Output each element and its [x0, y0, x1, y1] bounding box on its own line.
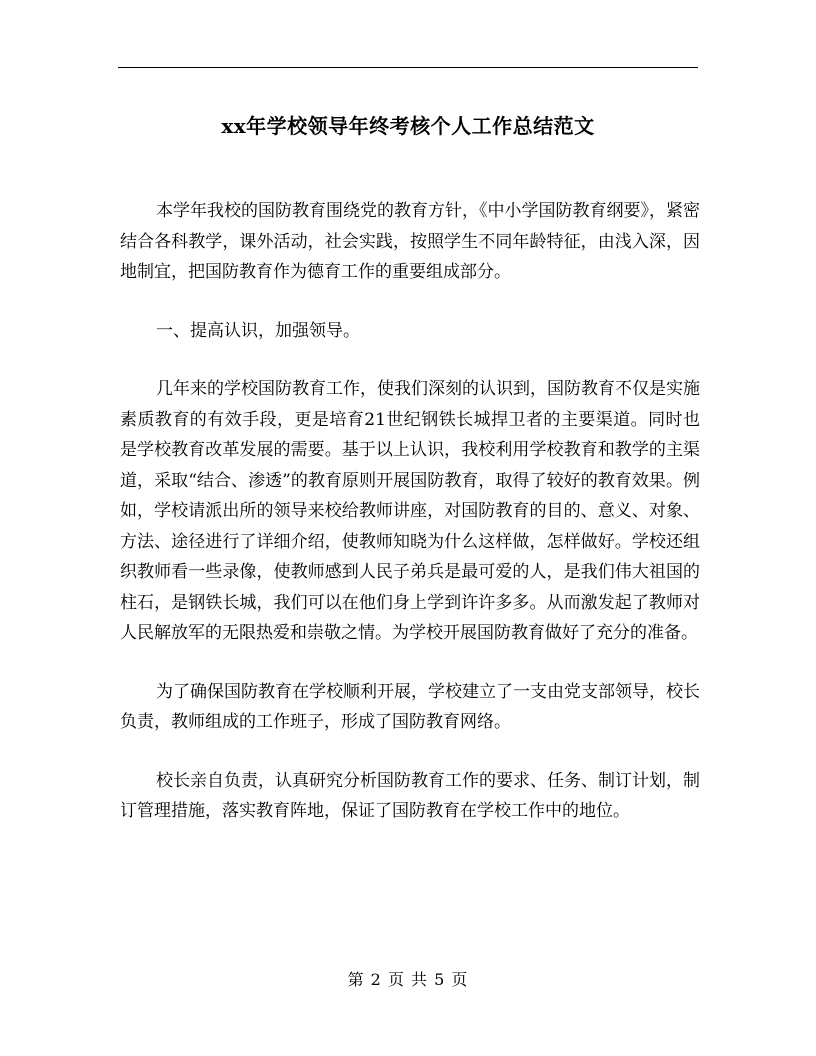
paragraph-team: 为了确保国防教育在学校顺利开展，学校建立了一支由党支部领导，校长负责，教师组成的工作班子，形成了国防教育网络。 — [120, 681, 700, 732]
document-title: xx年学校领导年终考核个人工作总结范文 — [221, 114, 595, 139]
paragraph-intro: 本学年我校的国防教育围绕党的教育方针，《中小学国防教育纲要》，紧密结合各科教学，课外活动，社会实践，按照学生不同年龄特征，由浅入深，因地制宜，把国防教育作为德育工作的重要组成部分。 — [120, 201, 700, 282]
paragraph-awareness: 几年来的学校国防教育工作，使我们深刻的认识到，国防教育不仅是实施素质教育的有效手段，更是培育21世纪钢铁长城捍卫者的主要渠道。同时也是学校教育改革发展的需要。基于以上认识，我校利用学校教育和教学的主渠道，采取“结合、渗透”的教育原则开展国防教育，取得了较好的教育效果。例如，学校请派出所的领导来校给教师讲座，对国防教育的目的、意义、对象、方法、途径进行了详细介绍，使教师知晓为什么这样做，怎样做好。学校还组织教师看一些录像，使教师感到人民子弟兵是最可爱的人，是我们伟大祖国的柱石，是钢铁长城，我们可以在他们身上学到许许多多。从而激发起了教师对人民解放军的无限热爱和崇敬之情。为学校开展国防教育做好了充分的准备。 — [120, 379, 700, 643]
section-heading-1: 一、提高认识，加强领导。 — [156, 320, 360, 341]
header-rule — [118, 67, 698, 68]
paragraph-principal: 校长亲自负责，认真研究分析国防教育工作的要求、任务、制订计划，制订管理措施，落实教育阵地，保证了国防教育在学校工作中的地位。 — [120, 770, 700, 821]
page-number-footer: 第 2 页 共 5 页 — [347, 970, 469, 989]
document-body — [120, 196, 700, 855]
